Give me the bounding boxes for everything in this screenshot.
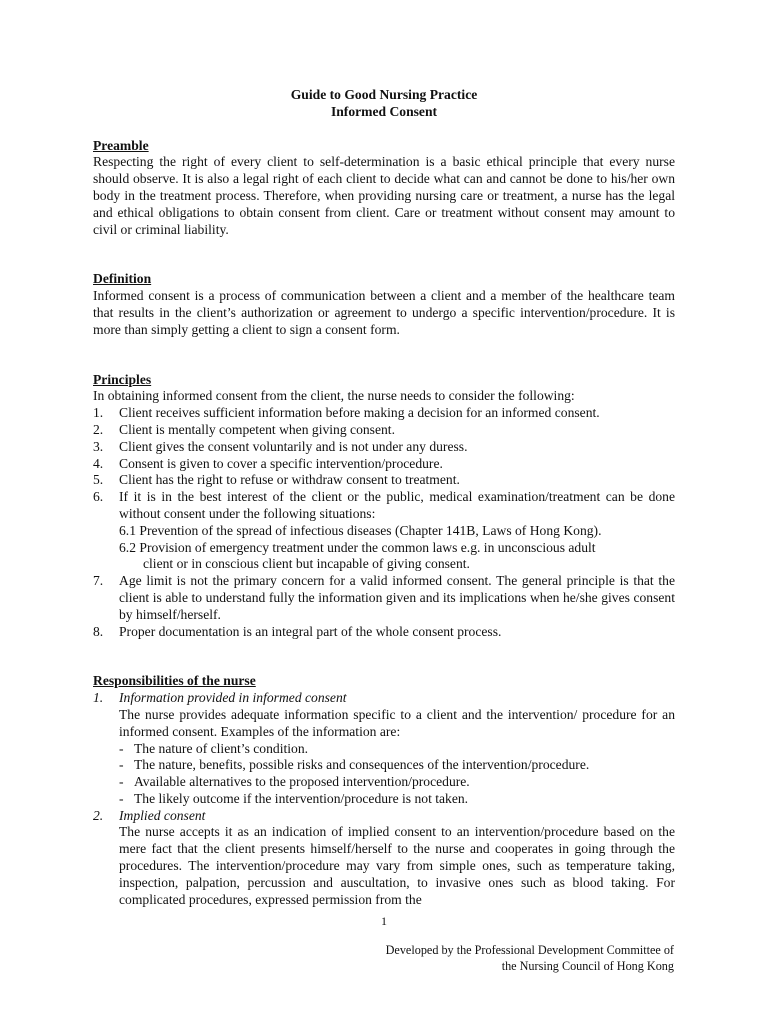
principle-text: Client gives the consent voluntarily and is not under any duress. (119, 438, 468, 454)
dash-marker: - (119, 790, 124, 806)
responsibility-title: Information provided in informed consent (119, 690, 347, 706)
dash-marker: - (119, 757, 124, 773)
principle-number: 4. (93, 455, 104, 471)
subitem-6-2-line2: client or in conscious client but incapable of giving consent. (143, 556, 470, 572)
responsibility-text: The nurse accepts it as an indication of implied consent to an intervention/procedure based on the mere fact that the client presents himself/herself to the nurse and cooperates in going through the procedures. The intervention/procedure may vary from simple ones, such as temperature taking, inspection, palpation, percussion and auscultation, to invasive ones such as blood taking. For complicated procedures, expressed permission from the (119, 824, 675, 907)
principle-item (93, 405, 675, 422)
principle-text: Client receives sufficient information before making a decision for an informed consent. (119, 405, 600, 421)
responsibility-number: 1. (93, 690, 104, 706)
dash-marker: - (119, 774, 124, 790)
page-number: 1 (381, 914, 387, 928)
list-item-text: Available alternatives to the proposed intervention/procedure. (134, 774, 470, 790)
responsibility-item (93, 808, 675, 825)
list-item (93, 741, 675, 758)
list-item-text: The nature, benefits, possible risks and consequences of the intervention/procedure. (134, 757, 590, 773)
definition-heading: Definition (93, 271, 152, 287)
responsibility-item (93, 690, 675, 707)
principle-number: 1. (93, 405, 104, 421)
definition-section (93, 271, 675, 338)
principle-item (93, 439, 675, 456)
subitem-6-2 (119, 540, 675, 574)
principle-text: Consent is given to cover a specific intervention/procedure. (119, 455, 443, 471)
principle-text: If it is in the best interest of the client or the public, medical examination/treatment can be done without consent under the following situations: (119, 489, 675, 521)
preamble-text: Respecting the right of every client to self-determination is a basic ethical principle that every nurse should observe. It is also a legal right of each client to decide what can and cannot be done to his/her own body in the treatment process. Therefore, when providing nursing care or treatment, a nurse has the legal and ethical obligations to obtain consent from client. Care or treatment without consent may amount to civil or criminal liability. (93, 154, 675, 237)
responsibilities-heading: Responsibilities of the nurse (93, 673, 256, 689)
document-title: Guide to Good Nursing Practice (290, 87, 478, 102)
principle-text: Client is mentally competent when giving consent. (119, 421, 395, 437)
document-body (93, 87, 675, 908)
principle-text: Age limit is not the primary concern for a valid informed consent. The general principle is that the client is able to understand fully the information given and its implications when he/she gives consent by himself/herself. (119, 573, 675, 622)
principle-text: Proper documentation is an integral part of the whole consent process. (119, 623, 502, 639)
footer (386, 942, 674, 974)
responsibility-number: 2. (93, 807, 104, 823)
document-subtitle: Informed Consent (330, 103, 438, 119)
principle-item (93, 573, 675, 623)
list-item (93, 774, 675, 791)
principle-item (93, 472, 675, 489)
subitem-6-2-line1: 6.2 Provision of emergency treatment under the common laws e.g. in unconscious adult (119, 539, 596, 555)
principle-item (93, 489, 675, 523)
principle-number: 5. (93, 472, 104, 488)
principle-number: 7. (93, 573, 104, 589)
responsibility-text: The nurse provides adequate information specific to a client and the intervention/ procedure for an informed consent. Examples of the information are: (119, 706, 675, 739)
principle-item (93, 422, 675, 439)
principle-item (93, 456, 675, 473)
principle-text: Client has the right to refuse or withdraw consent to treatment. (119, 472, 460, 488)
list-item (93, 757, 675, 774)
principles-section (93, 372, 675, 641)
principles-intro: In obtaining informed consent from the client, the nurse needs to consider the following: (93, 388, 575, 404)
preamble-section (93, 138, 675, 239)
list-item-text: The likely outcome if the intervention/procedure is not taken. (134, 790, 469, 806)
principles-heading: Principles (93, 371, 152, 387)
responsibility-title: Implied consent (119, 807, 206, 823)
list-item-text: The nature of client’s condition. (134, 740, 309, 756)
principle-number: 3. (93, 438, 104, 454)
principle-number: 2. (93, 421, 104, 437)
footer-line-1: Developed by the Professional Development Committee of (385, 943, 674, 957)
principle-number: 6. (93, 489, 104, 505)
principle-subitems (93, 523, 675, 573)
list-item (93, 791, 675, 808)
subitem-6-1: 6.1 Prevention of the spread of infectious diseases (Chapter 141B, Laws of Hong Kong). (119, 522, 602, 538)
footer-line-2: the Nursing Council of Hong Kong (501, 959, 674, 973)
dash-marker: - (119, 740, 124, 756)
principle-number: 8. (93, 623, 104, 639)
responsibilities-section (93, 673, 675, 908)
definition-text: Informed consent is a process of communication between a client and a member of the healthcare team that results in the client’s authorization or agreement to undergo a specific intervention/procedure. It is more than simply getting a client to sign a consent form. (93, 288, 675, 337)
principle-item (93, 624, 675, 641)
preamble-heading: Preamble (93, 137, 149, 153)
